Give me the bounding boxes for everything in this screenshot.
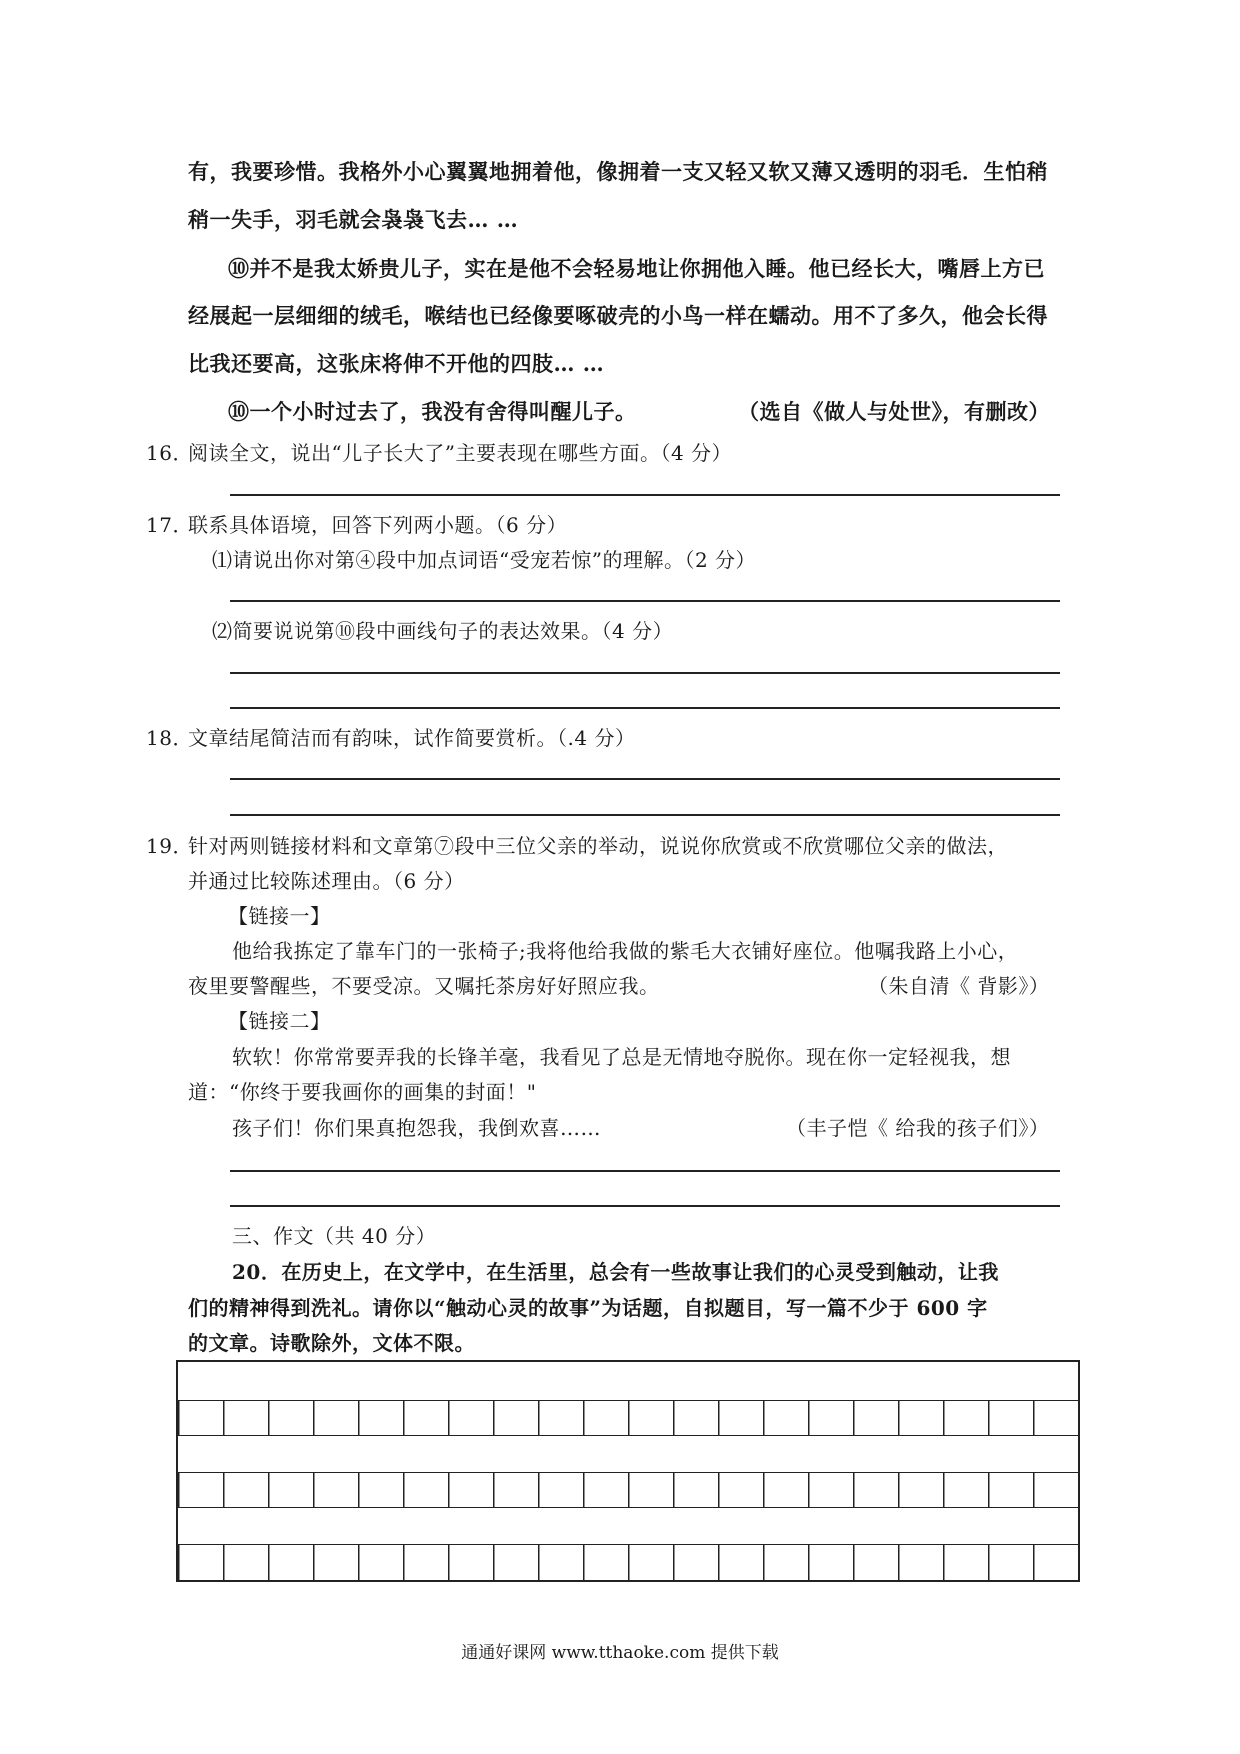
passage-line: ⑩一个小时过去了，我没有舍得叫醒儿子。: [228, 399, 637, 424]
composition-prompt: 们的精神得到洗礼。请你以“触动心灵的故事”为话题，自拟题目，写一篇不少于 600 字: [188, 1296, 988, 1320]
link-two-text: 孩子们！你们果真抱怨我，我倒欢喜……: [232, 1116, 601, 1140]
question-number: 19．: [146, 834, 193, 858]
question-number: 16．: [146, 441, 193, 465]
question-number: 17．: [146, 513, 193, 537]
section-title: 三、作文（共 40 分）: [232, 1224, 437, 1248]
link-one-source: （朱自清《 背影》）: [868, 974, 1050, 998]
grid-blank-row: [178, 1436, 1078, 1474]
question-17: [146, 509, 567, 538]
link-one-text: 夜里要警醒些，不要受凉。又嘱托茶房好好照应我。: [188, 974, 660, 998]
question-text: 文章结尾简洁而有韵味，试作简要赏析。（.4 分）: [188, 726, 636, 750]
passage-line: ⑩并不是我太娇贵儿子，实在是他不会轻易地让你拥他入睡。他已经长大，嘴唇上方已: [228, 256, 1045, 281]
passage-line: 经展起一层细细的绒毛，喉结也已经像要啄破壳的小鸟一样在蠕动。用不了多久，他会长得: [188, 303, 1048, 328]
grid-cell-row[interactable]: [178, 1400, 1078, 1436]
page-footer: 通通好课网 www.tthaoke.com 提供下载: [461, 1643, 779, 1663]
link-two-text: 道：“你终于要我画你的画集的封面！": [188, 1080, 537, 1104]
grid-cell-row[interactable]: [178, 1544, 1078, 1580]
sub-question-2: ⑵简要说说第⑩段中画线句子的表达效果。（4 分）: [212, 619, 674, 643]
answer-line[interactable]: [230, 814, 1060, 816]
answer-line[interactable]: [230, 1205, 1060, 1207]
question-text: 并通过比较陈述理由。（6 分）: [188, 869, 465, 893]
question-19: [146, 830, 1008, 859]
grid-cell-row[interactable]: [178, 1472, 1078, 1508]
link-two-title: 【链接二】: [228, 1009, 331, 1033]
question-text: 阅读全文，说出“儿子长大了”主要表现在哪些方面。（4 分）: [188, 441, 733, 465]
answer-line[interactable]: [230, 778, 1060, 780]
composition-prompt: 20．在历史上，在文学中，在生活里，总会有一些故事让我们的心灵受到触动，让我: [232, 1260, 999, 1284]
link-two-text: 软软！你常常要弄我的长锋羊毫，我看见了总是无情地夺脱你。现在你一定轻视我，想: [232, 1045, 1011, 1069]
writing-grid[interactable]: [176, 1360, 1080, 1582]
question-16: [146, 437, 732, 466]
link-one-title: 【链接一】: [228, 904, 331, 928]
grid-blank-row: [178, 1508, 1078, 1546]
question-text: 针对两则链接材料和文章第⑦段中三位父亲的举动，说说你欣赏或不欣赏哪位父亲的做法，: [188, 834, 1008, 858]
answer-line[interactable]: [230, 600, 1060, 602]
answer-line[interactable]: [230, 1170, 1060, 1172]
answer-line[interactable]: [230, 494, 1060, 496]
passage-line: 比我还要高，这张床将伸不开他的四肢… …: [188, 351, 605, 376]
answer-line[interactable]: [230, 672, 1060, 674]
passage-line: 稍一失手，羽毛就会袅袅飞去… …: [188, 207, 519, 232]
link-one-text: 他给我拣定了靠车门的一张椅子;我将他给我做的紫毛大衣铺好座位。他嘱我路上小心，: [232, 939, 1019, 963]
link-two-source: （丰子恺《 给我的孩子们》）: [786, 1116, 1050, 1140]
passage-source: （选自《做人与处世》，有删改）: [738, 399, 1050, 424]
answer-line[interactable]: [230, 707, 1060, 709]
passage-line: 有，我要珍惜。我格外小心翼翼地拥着他，像拥着一支又轻又软又薄又透明的羽毛．生怕稍: [188, 159, 1048, 184]
sub-question-1: ⑴请说出你对第④段中加点词语“受宠若惊”的理解。（2 分）: [212, 548, 757, 572]
question-number: 18．: [146, 726, 193, 750]
composition-prompt: 的文章。诗歌除外，文体不限。: [188, 1331, 475, 1355]
question-18: [146, 722, 635, 751]
grid-blank-row: [178, 1362, 1078, 1400]
question-text: 联系具体语境，回答下列两小题。（6 分）: [188, 513, 568, 537]
